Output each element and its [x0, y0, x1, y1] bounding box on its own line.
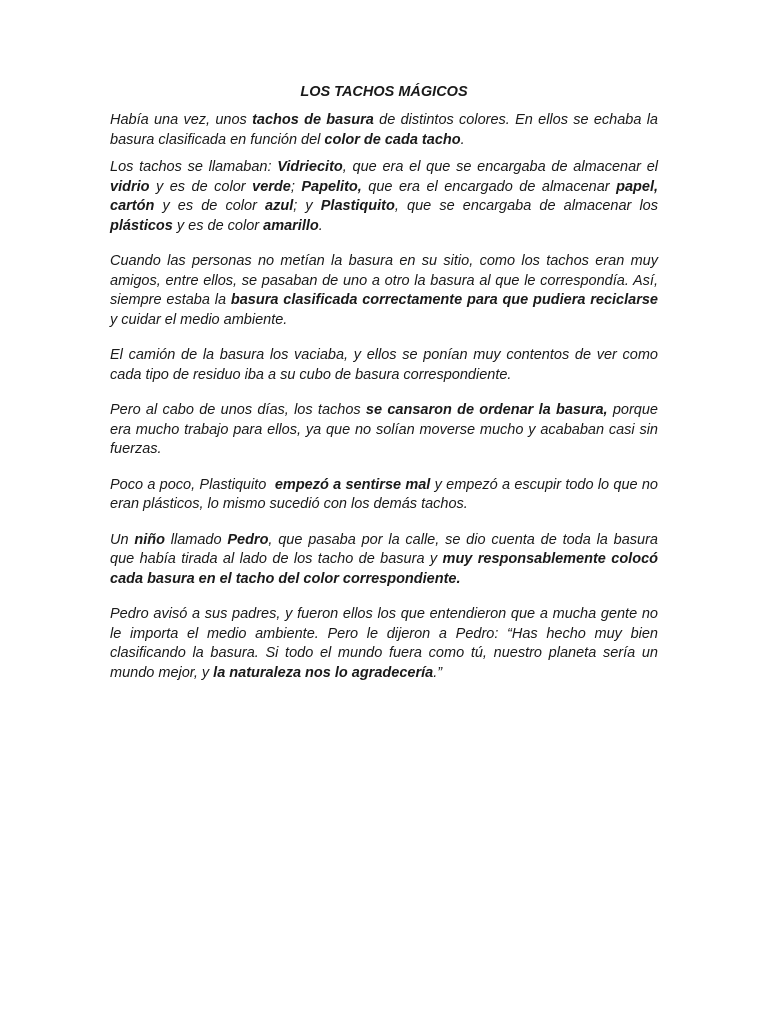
text-run: ; y: [293, 198, 321, 214]
bold-run: se cansaron de ordenar la basura,: [365, 402, 608, 418]
bold-run: Plastiquito: [320, 198, 395, 214]
bold-run: papel, cartón: [110, 178, 659, 214]
bold-run: color de cada tacho: [324, 131, 461, 148]
bold-run: plásticos: [110, 217, 173, 234]
bold-run: verde: [252, 178, 291, 195]
text-run: y empezó a escupir todo lo que no eran plásticos, lo mismo sucedió con los demás tachos.: [110, 476, 658, 512]
text-run: , que era el que se encargaba de almacenar el: [342, 159, 659, 175]
document-title: LOS TACHOS MÁGICOS: [300, 84, 468, 100]
text-run: ;: [290, 178, 302, 195]
bold-run: basura clasificada correctamente para que pudiera reciclarse: [230, 292, 658, 308]
paragraph-5: [110, 401, 658, 460]
paragraph-4: [110, 346, 658, 385]
document-page: [110, 82, 658, 683]
bold-run: niño: [134, 531, 165, 548]
bold-run: Pedro: [227, 531, 269, 548]
bold-run: amarillo: [263, 217, 319, 234]
text-run: El camión de la basura los vaciaba, y ellos se ponían muy contentos de ver como cada tipo de residuo iba a su cubo de basura correspondiente.: [110, 347, 658, 383]
text-run: Un: [110, 531, 135, 548]
text-run: y es de color: [149, 178, 253, 195]
text-run: y es de color: [172, 217, 264, 234]
text-run: y es de color: [154, 198, 266, 214]
bold-run: vidrio: [110, 178, 150, 195]
text-run: llamado: [164, 531, 228, 548]
paragraph-1: [110, 111, 658, 150]
bold-run: Vidriecito: [277, 159, 343, 175]
paragraph-2: [110, 158, 658, 236]
text-run: Pero al cabo de unos días, los tachos: [110, 402, 366, 418]
text-run: porque era mucho trabajo para ellos, ya que no solían moverse mucho y acababan casi sin fuerzas.: [110, 402, 658, 457]
bold-run: empezó a sentirse mal: [274, 476, 431, 493]
bold-run: azul: [265, 198, 294, 214]
text-run: que era el encargado de almacenar: [361, 178, 617, 195]
text-run: Pedro avisó a sus padres, y fueron ellos los que entendieron que a mucha gente no le importa el medio ambiente. Pero le dijeron a Pedro: “Has hecho muy bien clasificando la basura. Si todo el mundo fuera como tú, nuestro planeta sería un mundo mejor, y: [110, 606, 658, 681]
text-run: .: [460, 131, 465, 148]
text-run: , que pasaba por la calle, se dio cuenta de toda la basura que había tirada al lado de los tacho de basura y: [110, 531, 658, 567]
text-run: y cuidar el medio ambiente.: [110, 311, 288, 328]
bold-run: tachos de basura: [252, 112, 374, 128]
paragraph-7: [110, 531, 658, 590]
text-run: .”: [433, 664, 443, 681]
text-run: , que se encargaba de almacenar los: [394, 198, 658, 214]
paragraph-3: [110, 252, 658, 330]
text-run: Poco a poco, Plastiquito: [110, 476, 275, 493]
text-run: de distintos colores. En ellos se echaba la basura clasificada en función del: [110, 112, 658, 148]
bold-run: la naturaleza nos lo agradecería: [213, 664, 434, 681]
bold-run: Papelito,: [301, 178, 362, 195]
text-run: .: [318, 217, 323, 234]
text-run: Los tachos se llamaban:: [110, 159, 278, 175]
text-run: Cuando las personas no metían la basura en su sitio, como los tachos eran muy amigos, entre ellos, se pasaban de uno a otro la basura al que le correspondía. Así, siempre estaba la: [110, 253, 658, 308]
paragraph-6: [110, 476, 658, 515]
bold-run: muy responsablemente colocó cada basura en el tacho del color correspondiente.: [110, 551, 658, 587]
text-run: Había una vez, unos: [110, 112, 253, 128]
paragraph-8: [110, 605, 658, 683]
